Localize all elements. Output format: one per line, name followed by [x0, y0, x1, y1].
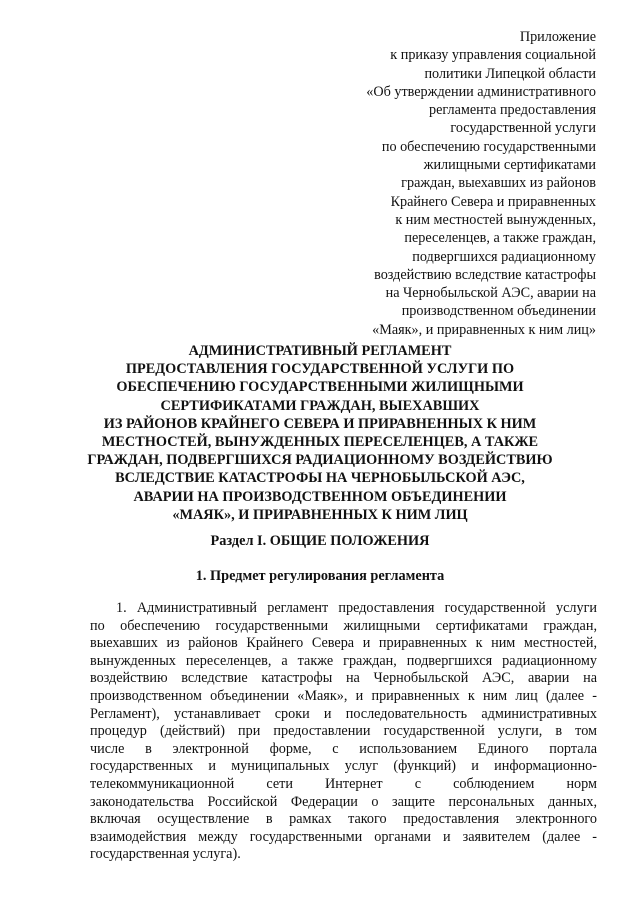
- paragraph-line: включая осуществление в рамках такого предоставления электронного: [90, 811, 597, 828]
- title-line: СЕРТИФИКАТАМИ ГРАЖДАН, ВЫЕХАВШИХ: [160, 397, 480, 414]
- subsection-heading: 1. Предмет регулирования регламента: [195, 568, 445, 584]
- appendix-line: жилищными сертификатами: [423, 157, 596, 174]
- title-line: АДМИНИСТРАТИВНЫЙ РЕГЛАМЕНТ: [188, 343, 452, 359]
- paragraph-line: государственная услуга).: [90, 846, 241, 863]
- appendix-line: Приложение: [519, 29, 596, 45]
- paragraph-line: процедур (действий) при предоставлении государственной услуги, в том: [90, 723, 597, 740]
- paragraph-1: [90, 600, 597, 864]
- appendix-line: переселенцев, а также граждан,: [404, 230, 596, 247]
- appendix-line: Крайнего Севера и приравненных: [390, 193, 596, 210]
- paragraph-line: Регламент), устанавливает сроки и последовательность административных: [90, 705, 597, 722]
- paragraph-line: выехавших из районов Крайнего Севера и приравненных к ним местностей,: [90, 635, 597, 652]
- paragraph-line: вынужденных переселенцев, а также граждан, подвергшихся радиационному: [90, 652, 597, 669]
- title-line: ОБЕСПЕЧЕНИЮ ГОСУДАРСТВЕННЫМИ ЖИЛИЩНЫМИ: [116, 379, 524, 396]
- title-line: ИЗ РАЙОНОВ КРАЙНЕГО СЕВЕРА И ПРИРАВНЕННЫХ К НИМ: [103, 415, 537, 432]
- appendix-line: «Маяк», и приравненных к ним лиц»: [372, 321, 596, 338]
- paragraph-line: производственном объединении «Маяк», и приравненных к ним лиц (далее -: [90, 687, 597, 704]
- appendix-line: политики Липецкой области: [424, 65, 596, 82]
- section-heading: Раздел I. ОБЩИЕ ПОЛОЖЕНИЯ: [210, 533, 430, 549]
- appendix-line: воздействию вследствие катастрофы: [374, 266, 596, 283]
- appendix-line: государственной услуги: [450, 120, 596, 137]
- document-title: [40, 342, 600, 524]
- appendix-line: «Об утверждении административного: [366, 83, 596, 100]
- appendix-line: к приказу управления социальной: [390, 47, 596, 64]
- appendix-line: подвергшихся радиационному: [412, 248, 596, 265]
- paragraph-line: числе в электронной форме, с использованием Единого портала: [90, 740, 597, 757]
- appendix-line: по обеспечению государственными: [381, 138, 596, 155]
- title-line: ПРЕДОСТАВЛЕНИЯ ГОСУДАРСТВЕННОЙ УСЛУГИ ПО: [125, 361, 515, 378]
- appendix-line: на Чернобыльской АЭС, аварии на: [385, 285, 596, 302]
- paragraph-line: 1. Административный регламент предоставления государственной услуги: [116, 600, 597, 616]
- paragraph-line: воздействию вследствие катастрофы на Чернобыльской АЭС, аварии на: [90, 670, 597, 687]
- paragraph-line: телекоммуникационной сети Интернет с соблюдением норм: [90, 775, 597, 792]
- appendix-line: регламента предоставления: [429, 102, 596, 119]
- title-line: АВАРИИ НА ПРОИЗВОДСТВЕННОМ ОБЪЕДИНЕНИИ: [133, 488, 507, 505]
- appendix-header: [296, 28, 596, 339]
- paragraph-line: законодательства Российской Федерации о защите персональных данных,: [90, 793, 597, 810]
- paragraph-line: взаимодействия между государственными органами и заявителем (далее -: [90, 828, 597, 845]
- appendix-line: к ним местностей вынужденных,: [395, 211, 596, 228]
- appendix-line: производственном объединении: [401, 303, 596, 320]
- title-line: МЕСТНОСТЕЙ, ВЫНУЖДЕННЫХ ПЕРЕСЕЛЕНЦЕВ, А ТАКЖЕ: [101, 434, 539, 451]
- paragraph-line: государственных и муниципальных услуг (функций) и информационно-: [90, 758, 597, 775]
- title-line: ГРАЖДАН, ПОДВЕРГШИХСЯ РАДИАЦИОННОМУ ВОЗДЕЙСТВИЮ: [87, 452, 553, 469]
- paragraph-line: по обеспечению государственными жилищными сертификатами граждан,: [90, 617, 597, 634]
- title-line: ВСЛЕДСТВИЕ КАТАСТРОФЫ НА ЧЕРНОБЫЛЬСКОЙ АЭС,: [115, 470, 525, 487]
- title-line: «МАЯК», И ПРИРАВНЕННЫХ К НИМ ЛИЦ: [172, 506, 468, 523]
- appendix-line: граждан, выехавших из районов: [401, 175, 596, 192]
